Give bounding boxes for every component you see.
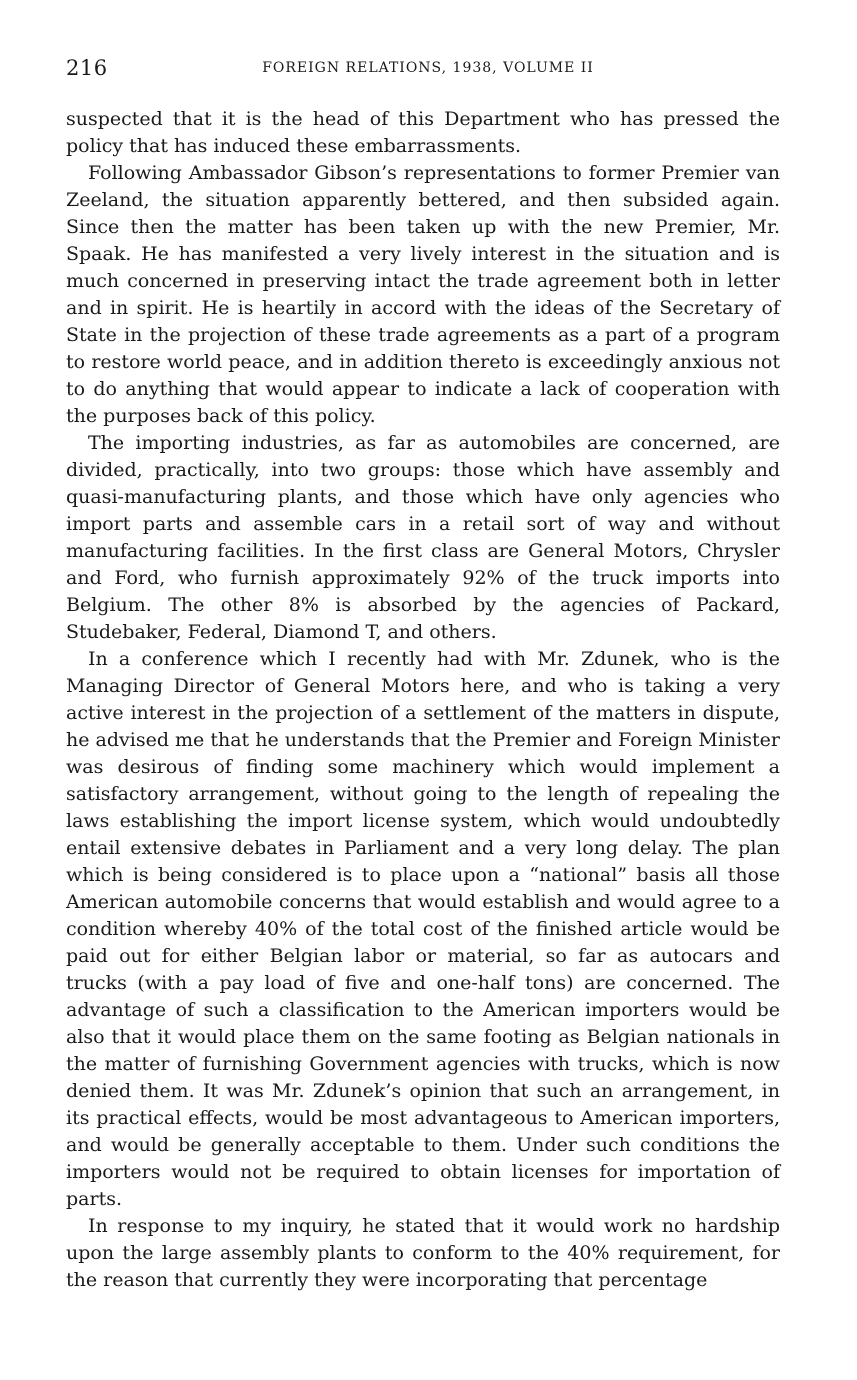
running-head — [66, 54, 780, 88]
paragraph-inquiry-response: In response to my inquiry, he stated that it would work no hardship upon the large assembly plants to conform to the 40% requirement, for the reason that currently they were incorporating that percentage — [66, 1215, 780, 1291]
paragraph-zdunek-conference: In a conference which I recently had with Mr. Zdunek, who is the Managing Director of General Motors here, and who is taking a very active interest in the projection of a settlement of the matters in dispute, he advised me that he understands that the Premier and Foreign Minister was desirous of finding some machinery which would implement a satisfactory arrangement, without going to the length of repealing the laws establishing the import license system, which would undoubtedly entail extensive debates in Parliament and a very long delay. The plan which is being considered is to place upon a “national” basis all those American automobile concerns that would establish and would agree to a condition whereby 40% of the total cost of the finished article would be paid out for either Belgian labor or material, so far as autocars and trucks (with a pay load of five and one-half tons) are concerned. The advantage of such a classification to the American importers would be also that it would place them on the same footing as Belgian nationals in the matter of furnishing Government agencies with trucks, which is now denied them. It was Mr. Zdunek’s opinion that such an arrangement, in its practical effects, would be most advantageous to American importers, and would be generally acceptable to them. Under such conditions the importers would not be required to obtain licenses for importation of parts. — [66, 648, 780, 1210]
page-number: 216 — [66, 56, 108, 80]
paragraph-gibson-representations: Following Ambassador Gibson’s representations to former Premier van Zeeland, the situation apparently bettered, and then subsided again. Since then the matter has been taken up with the new Premier, Mr. Spaak. He has manifested a very lively interest in the situation and is much concerned in preserving intact the trade agreement both in letter and in spirit. He is heartily in accord with the ideas of the Secretary of State in the projection of these trade agreements as a part of a program to restore world peace, and in addition thereto is exceedingly anxious not to do anything that would appear to indicate a lack of cooperation with the purposes back of this policy. — [66, 162, 780, 427]
paragraph-importing-industries: The importing industries, as far as automobiles are concerned, are divided, practically, into two groups: those which have assembly and quasi-manufacturing plants, and those which have only agencies who import parts and assemble cars in a retail sort of way and without manufacturing facilities. In the first class are General Motors, Chrysler and Ford, who furnish approximately 92% of the truck imports into Belgium. The other 8% is absorbed by the agencies of Packard, Studebaker, Federal, Diamond T, and others. — [66, 432, 780, 643]
paragraph-continuation: suspected that it is the head of this Department who has pressed the policy that has induced these embarrassments. — [66, 108, 780, 157]
body-text — [66, 106, 780, 1294]
document-page — [66, 54, 780, 1294]
running-title: FOREIGN RELATIONS, 1938, VOLUME II — [262, 60, 594, 76]
